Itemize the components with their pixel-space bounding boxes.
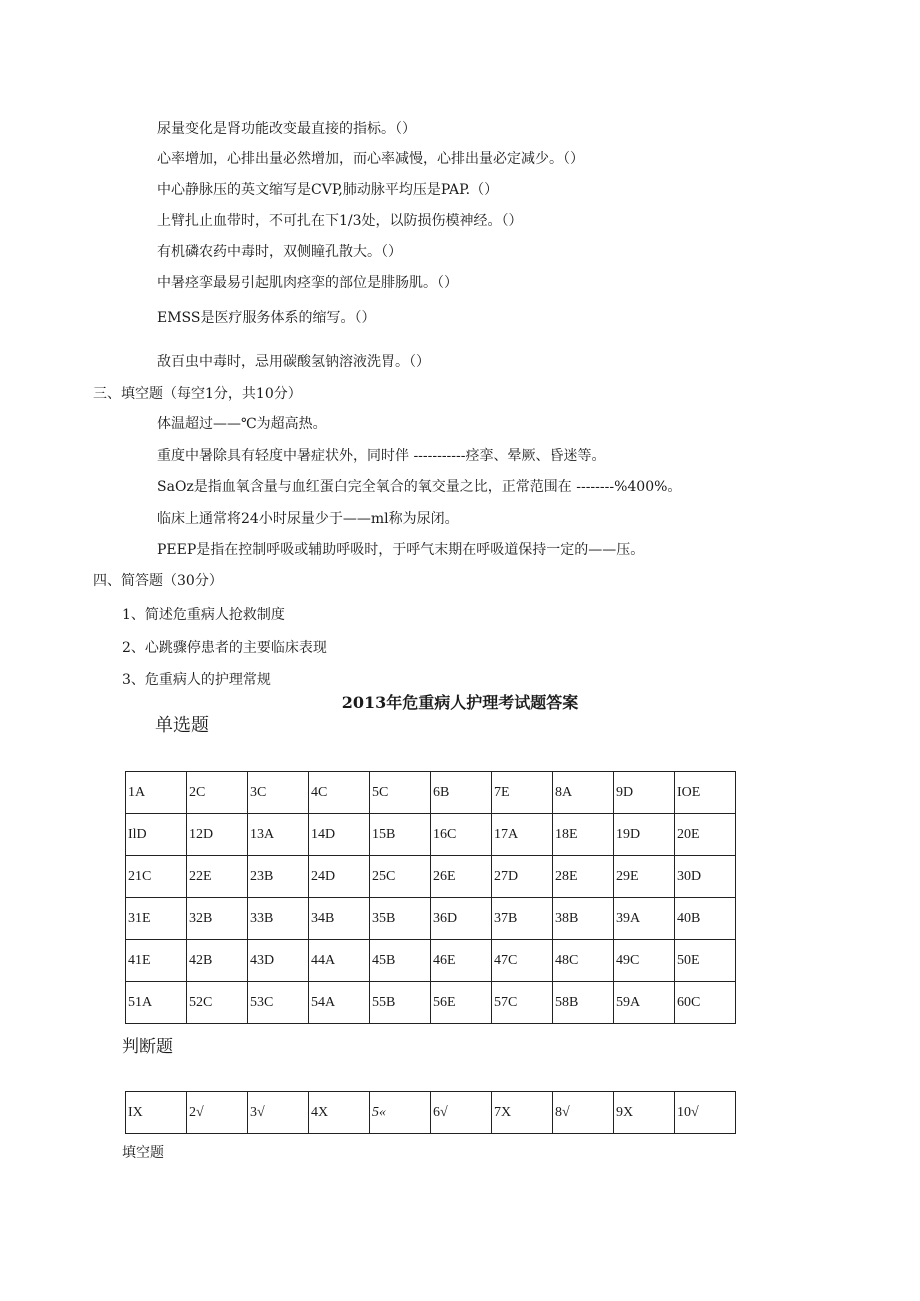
- table-row: [126, 940, 736, 982]
- answer-cell: 52C: [187, 982, 248, 1024]
- answer-cell: 6B: [431, 772, 492, 814]
- answer-cell: 31E: [126, 898, 187, 940]
- answer-cell: 7E: [492, 772, 553, 814]
- answer-cell: 48C: [553, 940, 614, 982]
- tf-question: 有机磷农药中毒时，双侧瞳孔散大。（）: [157, 244, 402, 260]
- answer-cell: 36D: [431, 898, 492, 940]
- answer-cell: 2C: [187, 772, 248, 814]
- answer-cell: 26E: [431, 856, 492, 898]
- fill-answer-label: 填空题: [122, 1145, 164, 1161]
- answer-cell: 23B: [248, 856, 309, 898]
- answer-cell: 18E: [553, 814, 614, 856]
- tf-question: 中心静脉压的英文缩写是CVP,肺动脉平均压是PAP.（）: [157, 182, 499, 198]
- answer-cell: 56E: [431, 982, 492, 1024]
- answer-cell: 24D: [309, 856, 370, 898]
- answer-cell: IOE: [675, 772, 736, 814]
- fill-question: 体温超过——℃为超高热。: [157, 416, 327, 432]
- answer-cell: 17A: [492, 814, 553, 856]
- answer-cell: 34B: [309, 898, 370, 940]
- true-false-answer-table: [125, 1091, 736, 1134]
- answer-cell: 46E: [431, 940, 492, 982]
- answer-cell: 5«: [370, 1092, 431, 1134]
- answer-cell: 43D: [248, 940, 309, 982]
- answer-cell: 35B: [370, 898, 431, 940]
- answer-cell: 16C: [431, 814, 492, 856]
- answer-cell: 33B: [248, 898, 309, 940]
- answer-cell: 21C: [126, 856, 187, 898]
- answer-cell: 60C: [675, 982, 736, 1024]
- answer-cell: 2√: [187, 1092, 248, 1134]
- answer-cell: 37B: [492, 898, 553, 940]
- answer-cell: 4C: [309, 772, 370, 814]
- answer-cell: 5C: [370, 772, 431, 814]
- answer-cell: 6√: [431, 1092, 492, 1134]
- answer-cell: 20E: [675, 814, 736, 856]
- answer-cell: 8A: [553, 772, 614, 814]
- table-row: [126, 814, 736, 856]
- table-row: [126, 898, 736, 940]
- short-answer-question: 2、心跳骤停患者的主要临床表现: [122, 640, 327, 656]
- answer-cell: 9X: [614, 1092, 675, 1134]
- answer-cell: 4X: [309, 1092, 370, 1134]
- section-heading-short-answer: 四、简答题（30分）: [93, 573, 223, 589]
- answer-cell: 28E: [553, 856, 614, 898]
- answer-cell: 3C: [248, 772, 309, 814]
- answer-cell: IlD: [126, 814, 187, 856]
- table-row: [126, 772, 736, 814]
- answer-cell: 32B: [187, 898, 248, 940]
- answer-cell: 59A: [614, 982, 675, 1024]
- section-heading-fill: 三、填空题（每空1分，共10分）: [93, 386, 302, 402]
- answer-cell: 51A: [126, 982, 187, 1024]
- answer-cell: 39A: [614, 898, 675, 940]
- fill-question: SaOz是指血氧含量与血红蛋白完全氧合的氧交量之比，正常范围在 --------%400%。: [157, 479, 682, 495]
- answer-cell: 10√: [675, 1092, 736, 1134]
- answer-cell: 58B: [553, 982, 614, 1024]
- tf-question: 上臂扎止血带时，不可扎在下1/3处，以防损伤模神经。（）: [157, 213, 523, 229]
- answer-cell: 25C: [370, 856, 431, 898]
- answer-cell: 54A: [309, 982, 370, 1024]
- answer-cell: 7X: [492, 1092, 553, 1134]
- answer-cell: 3√: [248, 1092, 309, 1134]
- answer-cell: 9D: [614, 772, 675, 814]
- answer-cell: 47C: [492, 940, 553, 982]
- table-row: [126, 982, 736, 1024]
- answer-cell: 41E: [126, 940, 187, 982]
- short-answer-question: 3、危重病人的护理常规: [122, 672, 271, 688]
- answer-cell: 49C: [614, 940, 675, 982]
- single-choice-answer-table: [125, 771, 736, 1024]
- table-row: [126, 856, 736, 898]
- answer-cell: 14D: [309, 814, 370, 856]
- answer-cell: 13A: [248, 814, 309, 856]
- fill-question: PEEP是指在控制呼吸或辅助呼吸时，于呼气末期在呼吸道保持一定的——压。: [157, 542, 645, 558]
- answer-cell: 57C: [492, 982, 553, 1024]
- tf-question: 敌百虫中毒时，忌用碳酸氢钠溶液洗胃。（）: [157, 354, 430, 370]
- answer-cell: 30D: [675, 856, 736, 898]
- answer-cell: 29E: [614, 856, 675, 898]
- answer-cell: 42B: [187, 940, 248, 982]
- tf-question: 心率增加，心排出量必然增加，而心率减慢，心排出量必定减少。（）: [157, 151, 584, 167]
- answer-cell: 15B: [370, 814, 431, 856]
- table-row: [126, 1092, 736, 1134]
- fill-question: 重度中暑除具有轻度中暑症状外，同时伴 -----------痉挛、晕厥、昏迷等。: [157, 448, 606, 464]
- answer-cell: 45B: [370, 940, 431, 982]
- tf-question: 尿量变化是肾功能改变最直接的指标。（）: [157, 121, 416, 137]
- tf-question: EMSS是医疗服务体系的缩写。（）: [157, 310, 376, 326]
- answer-title: 2013年危重病人护理考试题答案: [341, 693, 579, 712]
- tf-question: 中暑痉挛最易引起肌肉痉挛的部位是腓肠肌。（）: [157, 275, 458, 291]
- short-answer-question: 1、简述危重病人抢救制度: [122, 607, 285, 623]
- answer-cell: 19D: [614, 814, 675, 856]
- answer-cell: 38B: [553, 898, 614, 940]
- answer-cell: 44A: [309, 940, 370, 982]
- answer-cell: 12D: [187, 814, 248, 856]
- answer-cell: 27D: [492, 856, 553, 898]
- answer-cell: 40B: [675, 898, 736, 940]
- answer-cell: 1A: [126, 772, 187, 814]
- answer-cell: 8√: [553, 1092, 614, 1134]
- true-false-label: 判断题: [122, 1037, 173, 1057]
- answer-cell: IX: [126, 1092, 187, 1134]
- single-choice-label: 单选题: [155, 715, 209, 736]
- answer-cell: 55B: [370, 982, 431, 1024]
- fill-question: 临床上通常将24小时尿量少于——ml称为尿闭。: [157, 511, 459, 527]
- answer-cell: 53C: [248, 982, 309, 1024]
- answer-cell: 50E: [675, 940, 736, 982]
- answer-cell: 22E: [187, 856, 248, 898]
